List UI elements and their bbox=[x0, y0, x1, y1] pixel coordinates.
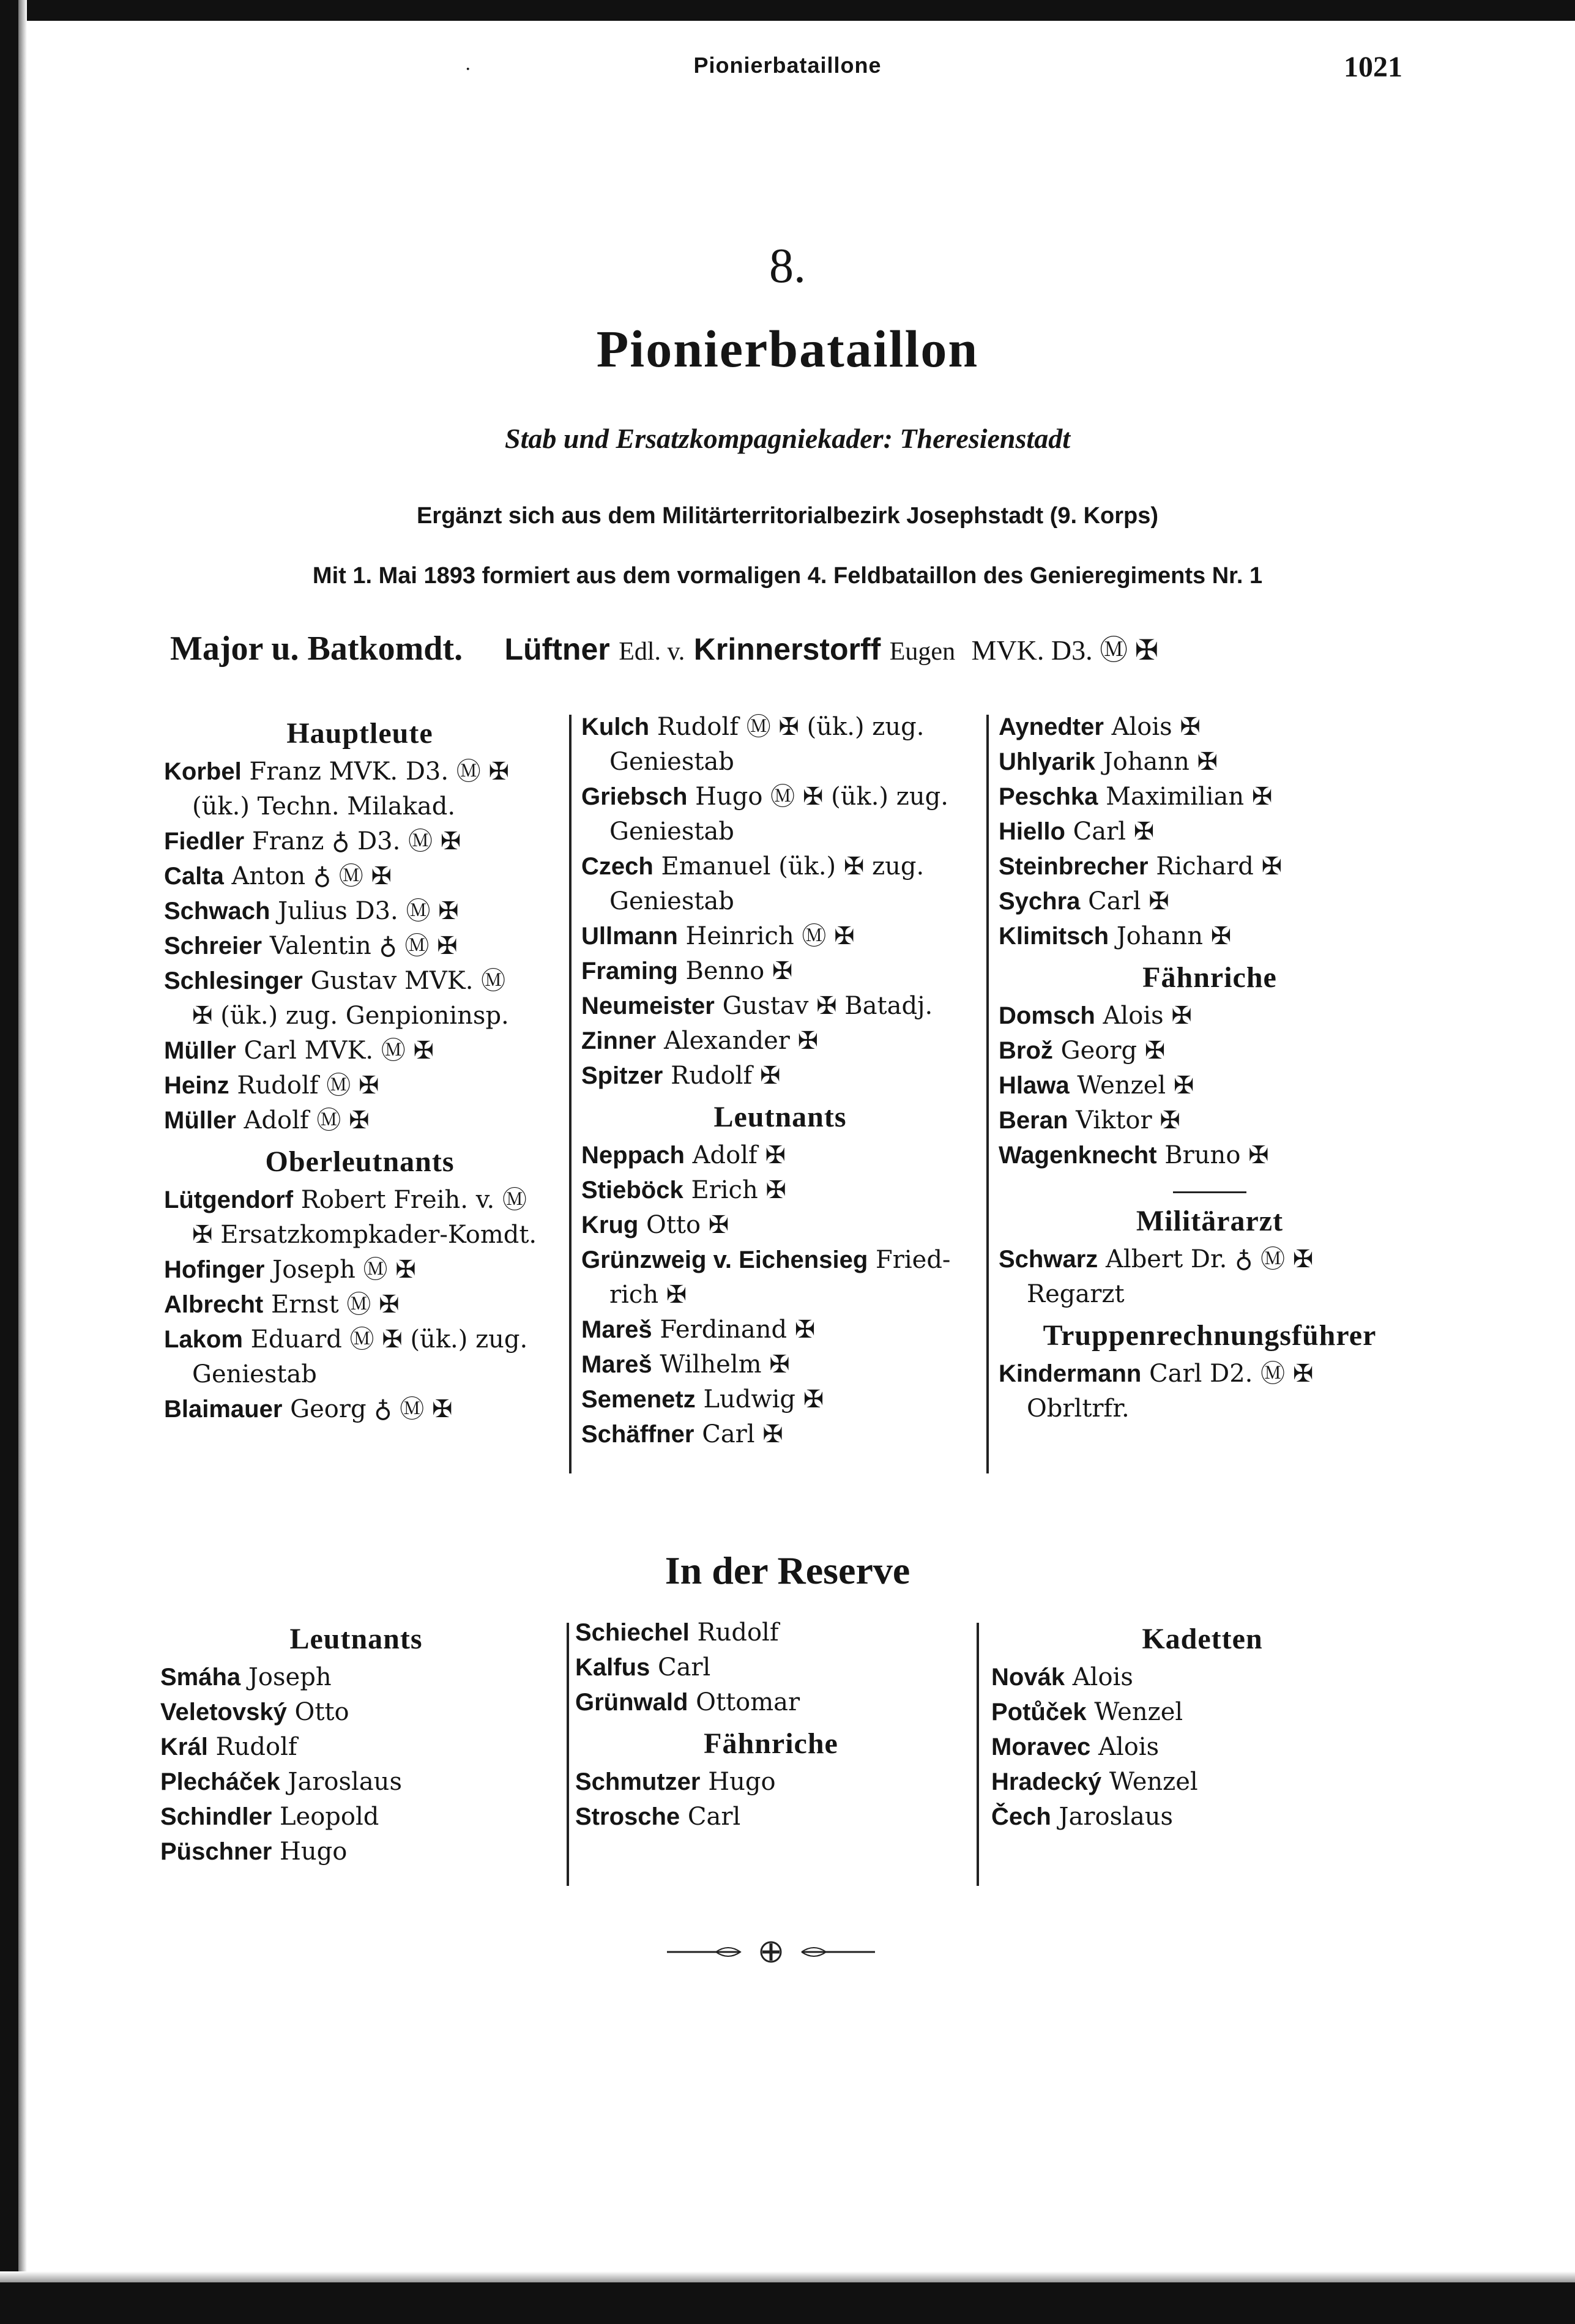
officer-entry bbox=[999, 745, 1421, 780]
end-ornament bbox=[667, 1940, 875, 1964]
commander-name2: Krinnerstorff bbox=[693, 632, 881, 666]
officer-entry bbox=[581, 919, 979, 954]
reserve-heading: In der Reserve bbox=[665, 1549, 910, 1592]
officer-details: Heinrich Ⓜ ✠ bbox=[685, 922, 855, 950]
officer-entry bbox=[991, 1695, 1413, 1730]
faehnriche-heading: Fähnriche bbox=[1142, 961, 1277, 994]
officer-entry bbox=[999, 849, 1421, 884]
officer-surname: Müller bbox=[164, 1107, 236, 1134]
officer-surname: Schiechel bbox=[575, 1619, 690, 1646]
officer-entry bbox=[164, 1253, 556, 1287]
officer-details: Ferdinand ✠ bbox=[660, 1316, 816, 1344]
officer-entry bbox=[164, 859, 556, 894]
officer-details: Emanuel (ük.) ✠ zug. bbox=[661, 852, 925, 881]
officer-entry bbox=[575, 1685, 967, 1720]
speck: · bbox=[465, 59, 471, 80]
column-rule bbox=[977, 1623, 979, 1886]
officer-entry bbox=[581, 1243, 979, 1278]
officer-entry bbox=[164, 824, 556, 859]
officer-surname: Püschner bbox=[160, 1838, 272, 1865]
officer-details: Wenzel bbox=[1094, 1698, 1183, 1726]
officer-entry bbox=[581, 1173, 979, 1208]
officer-entry bbox=[991, 1660, 1413, 1695]
officer-entry bbox=[991, 1765, 1413, 1800]
officer-entry bbox=[164, 1183, 556, 1218]
entry-continuation: Geniestab bbox=[609, 817, 734, 846]
officer-details: Gustav ✠ Batadj. bbox=[722, 992, 933, 1020]
ornament-center-cross bbox=[762, 1943, 780, 1961]
officer-entry bbox=[581, 849, 979, 884]
officer-entry bbox=[581, 1347, 979, 1382]
officer-entry bbox=[164, 1103, 556, 1138]
officer-surname: Veletovský bbox=[160, 1699, 287, 1726]
officer-details: Julius D3. Ⓜ ✠ bbox=[278, 897, 459, 925]
officer-details: Maximilian ✠ bbox=[1106, 783, 1273, 811]
officer-entry bbox=[999, 780, 1421, 814]
officer-entry bbox=[160, 1695, 552, 1730]
entry-continuation: Geniestab bbox=[609, 748, 734, 776]
officer-surname: Brož bbox=[999, 1037, 1053, 1064]
officer-details: Ernst Ⓜ ✠ bbox=[270, 1290, 400, 1319]
column-rule bbox=[569, 715, 572, 1473]
officer-details: Georg ✠ bbox=[1060, 1037, 1166, 1065]
running-title: Pionierbataillone bbox=[693, 53, 882, 78]
divider-line bbox=[1173, 1191, 1246, 1193]
officer-details: Wenzel ✠ bbox=[1077, 1071, 1194, 1100]
officer-surname: Zinner bbox=[581, 1027, 657, 1054]
officer-entry bbox=[581, 954, 979, 989]
officer-entry bbox=[999, 999, 1421, 1034]
officer-entry bbox=[164, 894, 556, 929]
officer-surname: Domsch bbox=[999, 1002, 1095, 1029]
officer-details: Rudolf Ⓜ ✠ (ük.) zug. bbox=[657, 713, 925, 741]
officer-details: Leopold bbox=[279, 1803, 379, 1831]
officer-surname: Müller bbox=[164, 1037, 236, 1064]
officer-entry bbox=[575, 1615, 967, 1650]
officer-surname: Mareš bbox=[581, 1316, 652, 1343]
column-rule bbox=[567, 1623, 569, 1886]
officer-entry bbox=[575, 1765, 967, 1800]
battalion-title: Pionierbataillon bbox=[596, 319, 979, 378]
officer-surname: Beran bbox=[999, 1107, 1068, 1134]
officer-entry bbox=[999, 710, 1421, 745]
entry-continuation: Regarzt bbox=[1027, 1280, 1125, 1308]
hauptleute-heading: Hauptleute bbox=[286, 717, 433, 750]
commander-surname: Lüftner bbox=[504, 632, 610, 666]
officer-details: Johann ✠ bbox=[1103, 748, 1218, 776]
officer-details: Rudolf bbox=[215, 1733, 297, 1761]
officer-surname: Uhlyarik bbox=[999, 748, 1095, 775]
officer-details: Carl ✠ bbox=[1073, 817, 1155, 846]
officer-surname: Aynedter bbox=[999, 713, 1104, 740]
officer-surname: Kalfus bbox=[575, 1654, 650, 1681]
oberleutnants-heading: Oberleutnants bbox=[265, 1145, 455, 1178]
officer-entry bbox=[160, 1800, 552, 1834]
officer-details: Carl ✠ bbox=[1088, 887, 1169, 915]
page-number: 1021 bbox=[1344, 51, 1402, 83]
officer-surname: Peschka bbox=[999, 783, 1098, 810]
officer-surname: Hlawa bbox=[999, 1072, 1070, 1099]
entry-continuation: Obrltrfr. bbox=[1027, 1395, 1130, 1423]
officer-details: Erich ✠ bbox=[691, 1176, 786, 1204]
officer-details: Wenzel bbox=[1109, 1768, 1198, 1796]
officer-details: Franz ♁ D3. Ⓜ ✠ bbox=[251, 827, 461, 855]
officer-entry bbox=[575, 1800, 967, 1834]
officer-surname: Fiedler bbox=[164, 828, 245, 855]
officer-entry bbox=[581, 1208, 979, 1243]
entry-continuation: Geniestab bbox=[609, 887, 734, 915]
officer-details: Anton ♁ Ⓜ ✠ bbox=[231, 862, 392, 890]
officer-entry bbox=[999, 1242, 1421, 1277]
column-3 bbox=[999, 710, 1421, 1426]
officer-surname: Plecháček bbox=[160, 1768, 280, 1795]
commander-given: Eugen bbox=[889, 638, 956, 666]
officer-surname: Stieböck bbox=[581, 1177, 683, 1204]
officer-surname: Moravec bbox=[991, 1734, 1091, 1760]
officer-surname: Wagenknecht bbox=[999, 1142, 1157, 1169]
officer-surname: Potůček bbox=[991, 1699, 1087, 1726]
scan-bottom-shadow bbox=[0, 2271, 1575, 2282]
officer-entry bbox=[999, 919, 1421, 954]
officer-surname: Král bbox=[160, 1734, 208, 1760]
commander-line bbox=[170, 628, 1158, 668]
officer-details: Carl bbox=[687, 1803, 741, 1831]
officer-details: Robert Freih. v. Ⓜ bbox=[300, 1186, 527, 1214]
officer-details: Hugo Ⓜ ✠ (ük.) zug. bbox=[695, 783, 948, 811]
officer-entry bbox=[991, 1800, 1413, 1834]
officer-entry bbox=[999, 1034, 1421, 1068]
officer-details: Adolf ✠ bbox=[692, 1141, 786, 1169]
entry-continuation: ✠ (ük.) zug. Genpioninsp. bbox=[192, 1002, 509, 1030]
commander-predicate: Edl. v. bbox=[619, 638, 685, 666]
leutnants-heading: Leutnants bbox=[713, 1101, 847, 1133]
officer-details: Bruno ✠ bbox=[1164, 1141, 1269, 1169]
reserve-kadetten-heading: Kadetten bbox=[1142, 1623, 1263, 1655]
reserve-faehnriche-heading: Fähnriche bbox=[704, 1727, 838, 1760]
officer-surname: Spitzer bbox=[581, 1062, 663, 1089]
officer-details: Joseph bbox=[248, 1663, 332, 1691]
officer-details: Johann ✠ bbox=[1116, 922, 1232, 950]
officer-surname: Kindermann bbox=[999, 1360, 1142, 1387]
officer-entry bbox=[164, 1392, 556, 1427]
scan-border-top bbox=[0, 0, 1575, 21]
officer-details: Jaroslaus bbox=[1059, 1803, 1174, 1831]
officer-details: Otto ✠ bbox=[646, 1211, 729, 1239]
officer-surname: Smáha bbox=[160, 1664, 241, 1691]
officer-details: Ludwig ✠ bbox=[703, 1385, 824, 1413]
officer-surname: Albrecht bbox=[164, 1291, 264, 1318]
officer-details: Adolf Ⓜ ✠ bbox=[244, 1106, 370, 1134]
entry-continuation: rich ✠ bbox=[609, 1281, 687, 1309]
officer-details: Otto bbox=[294, 1698, 349, 1726]
officer-surname: Semenetz bbox=[581, 1386, 696, 1413]
officer-entry bbox=[581, 1382, 979, 1417]
officer-entry bbox=[164, 754, 556, 789]
officer-entry bbox=[581, 780, 979, 814]
column-rule bbox=[986, 715, 989, 1473]
officer-entry bbox=[999, 1138, 1421, 1173]
stab-line: Stab und Ersatzkompagniekader: Theresienstadt bbox=[505, 423, 1070, 454]
officer-entry bbox=[999, 814, 1421, 849]
commander-decorations: MVK. D3. Ⓜ ✠ bbox=[971, 635, 1159, 666]
officer-details: Hugo bbox=[280, 1838, 348, 1866]
officer-details: Albert Dr. ♁ Ⓜ ✠ bbox=[1106, 1245, 1314, 1273]
reserve-leutnants-heading: Leutnants bbox=[289, 1623, 423, 1655]
officer-surname: Schlesinger bbox=[164, 967, 303, 994]
officer-entry bbox=[575, 1650, 967, 1685]
officer-details: Eduard Ⓜ ✠ (ük.) zug. bbox=[250, 1325, 528, 1354]
officer-details: Hugo bbox=[708, 1768, 776, 1796]
officer-surname: Ullmann bbox=[581, 923, 678, 950]
officer-entry bbox=[581, 1059, 979, 1093]
officer-details: Jaroslaus bbox=[288, 1768, 402, 1796]
officer-entry bbox=[164, 1068, 556, 1103]
officer-surname: Kulch bbox=[581, 713, 650, 740]
officer-surname: Novák bbox=[991, 1664, 1065, 1691]
officer-details: Carl MVK. Ⓜ ✠ bbox=[244, 1037, 434, 1065]
officer-entry bbox=[999, 1103, 1421, 1138]
officer-surname: Heinz bbox=[164, 1072, 229, 1099]
officer-details: Gustav MVK. Ⓜ bbox=[310, 967, 506, 995]
officer-entry bbox=[164, 964, 556, 999]
officer-surname: Schreier bbox=[164, 933, 262, 959]
officer-details: Alois bbox=[1072, 1663, 1133, 1691]
officer-entry bbox=[581, 1138, 979, 1173]
officer-entry bbox=[999, 1357, 1421, 1391]
officer-details: Alois ✠ bbox=[1103, 1002, 1192, 1030]
formation-line: Mit 1. Mai 1893 formiert aus dem vormaligen 4. Feldbataillon des Genieregiments Nr. 1 bbox=[312, 563, 1263, 589]
officer-surname: Schäffner bbox=[581, 1421, 694, 1448]
officer-entry bbox=[581, 710, 979, 745]
officer-entry bbox=[160, 1834, 552, 1869]
officer-details: Valentin ♁ Ⓜ ✠ bbox=[269, 932, 458, 960]
officer-entry bbox=[581, 1417, 979, 1452]
officer-entry bbox=[164, 929, 556, 964]
officer-details: Fried- bbox=[875, 1246, 951, 1274]
officer-entry bbox=[999, 1068, 1421, 1103]
officer-surname: Calta bbox=[164, 863, 224, 890]
officer-details: Carl bbox=[657, 1653, 711, 1682]
officer-details: Rudolf bbox=[697, 1618, 779, 1647]
officer-surname: Klimitsch bbox=[999, 923, 1109, 950]
officer-entry bbox=[160, 1765, 552, 1800]
column-1 bbox=[164, 710, 556, 1427]
entry-continuation: ✠ Ersatzkompkader-Komdt. bbox=[192, 1221, 537, 1249]
commander-rank: Major u. Batkomdt. bbox=[170, 630, 463, 668]
officer-details: Rudolf Ⓜ ✠ bbox=[237, 1071, 379, 1100]
officer-surname: Griebsch bbox=[581, 783, 688, 810]
officer-surname: Hradecký bbox=[991, 1768, 1102, 1795]
officer-surname: Mareš bbox=[581, 1351, 652, 1378]
officer-surname: Neumeister bbox=[581, 993, 715, 1019]
officer-surname: Neppach bbox=[581, 1142, 685, 1169]
officer-surname: Grünzweig v. Eichensieg bbox=[581, 1246, 868, 1273]
entry-continuation: (ük.) Techn. Milakad. bbox=[192, 792, 456, 821]
truppenrechnungsfuehrer-heading: Truppenrechnungsführer bbox=[1043, 1319, 1377, 1352]
officer-surname: Schwarz bbox=[999, 1246, 1098, 1273]
column-2 bbox=[581, 710, 979, 1452]
officer-surname: Framing bbox=[581, 958, 678, 985]
officer-surname: Čech bbox=[991, 1803, 1051, 1830]
officer-entry bbox=[581, 1313, 979, 1347]
officer-surname: Hofinger bbox=[164, 1256, 265, 1283]
officer-details: Georg ♁ Ⓜ ✠ bbox=[290, 1395, 453, 1423]
officer-details: Carl ✠ bbox=[702, 1420, 783, 1448]
reserve-column-1 bbox=[160, 1615, 552, 1869]
officer-details: Joseph Ⓜ ✠ bbox=[272, 1256, 416, 1284]
officer-entry bbox=[581, 989, 979, 1024]
officer-surname: Hiello bbox=[999, 818, 1065, 845]
section-divider bbox=[999, 1173, 1421, 1197]
officer-surname: Lütgendorf bbox=[164, 1186, 294, 1213]
battalion-number: 8. bbox=[769, 239, 806, 293]
officer-entry bbox=[164, 1034, 556, 1068]
officer-details: Alois ✠ bbox=[1111, 713, 1201, 741]
officer-entry bbox=[581, 1024, 979, 1059]
officer-details: Ottomar bbox=[696, 1688, 800, 1716]
officer-details: Richard ✠ bbox=[1156, 852, 1283, 881]
officer-surname: Korbel bbox=[164, 758, 242, 785]
officer-details: Wilhelm ✠ bbox=[660, 1350, 790, 1379]
reserve-column-3 bbox=[991, 1615, 1413, 1834]
officer-details: Rudolf ✠ bbox=[671, 1062, 781, 1090]
officer-surname: Blaimauer bbox=[164, 1396, 283, 1423]
officer-entry bbox=[991, 1730, 1413, 1765]
running-header bbox=[0, 50, 1575, 93]
officer-surname: Krug bbox=[581, 1212, 639, 1238]
officer-surname: Sychra bbox=[999, 888, 1081, 915]
officer-surname: Schwach bbox=[164, 898, 270, 925]
officer-surname: Schindler bbox=[160, 1803, 272, 1830]
officer-details: Viktor ✠ bbox=[1076, 1106, 1180, 1134]
officer-entry bbox=[160, 1660, 552, 1695]
officer-details: Carl D2. Ⓜ ✠ bbox=[1149, 1360, 1314, 1388]
officer-surname: Grünwald bbox=[575, 1689, 688, 1716]
officer-surname: Czech bbox=[581, 853, 653, 880]
militaerarzt-heading: Militärarzt bbox=[1136, 1205, 1284, 1237]
officer-details: Franz MVK. D3. Ⓜ ✠ bbox=[249, 758, 510, 786]
scan-border-bottom bbox=[0, 2282, 1575, 2324]
officer-entry bbox=[164, 1322, 556, 1357]
officer-surname: Schmutzer bbox=[575, 1768, 701, 1795]
officer-entry bbox=[999, 884, 1421, 919]
entry-continuation: Geniestab bbox=[192, 1360, 317, 1388]
reserve-column-2 bbox=[575, 1615, 967, 1834]
officer-surname: Lakom bbox=[164, 1326, 243, 1353]
officer-entry bbox=[164, 1287, 556, 1322]
officer-details: Alois bbox=[1098, 1733, 1160, 1761]
officer-surname: Steinbrecher bbox=[999, 853, 1149, 880]
officer-details: Benno ✠ bbox=[685, 957, 793, 985]
officer-details: Alexander ✠ bbox=[663, 1027, 819, 1055]
recruitment-line: Ergänzt sich aus dem Militärterritorialbezirk Josephstadt (9. Korps) bbox=[416, 503, 1159, 529]
officer-entry bbox=[160, 1730, 552, 1765]
officer-surname: Strosche bbox=[575, 1803, 680, 1830]
